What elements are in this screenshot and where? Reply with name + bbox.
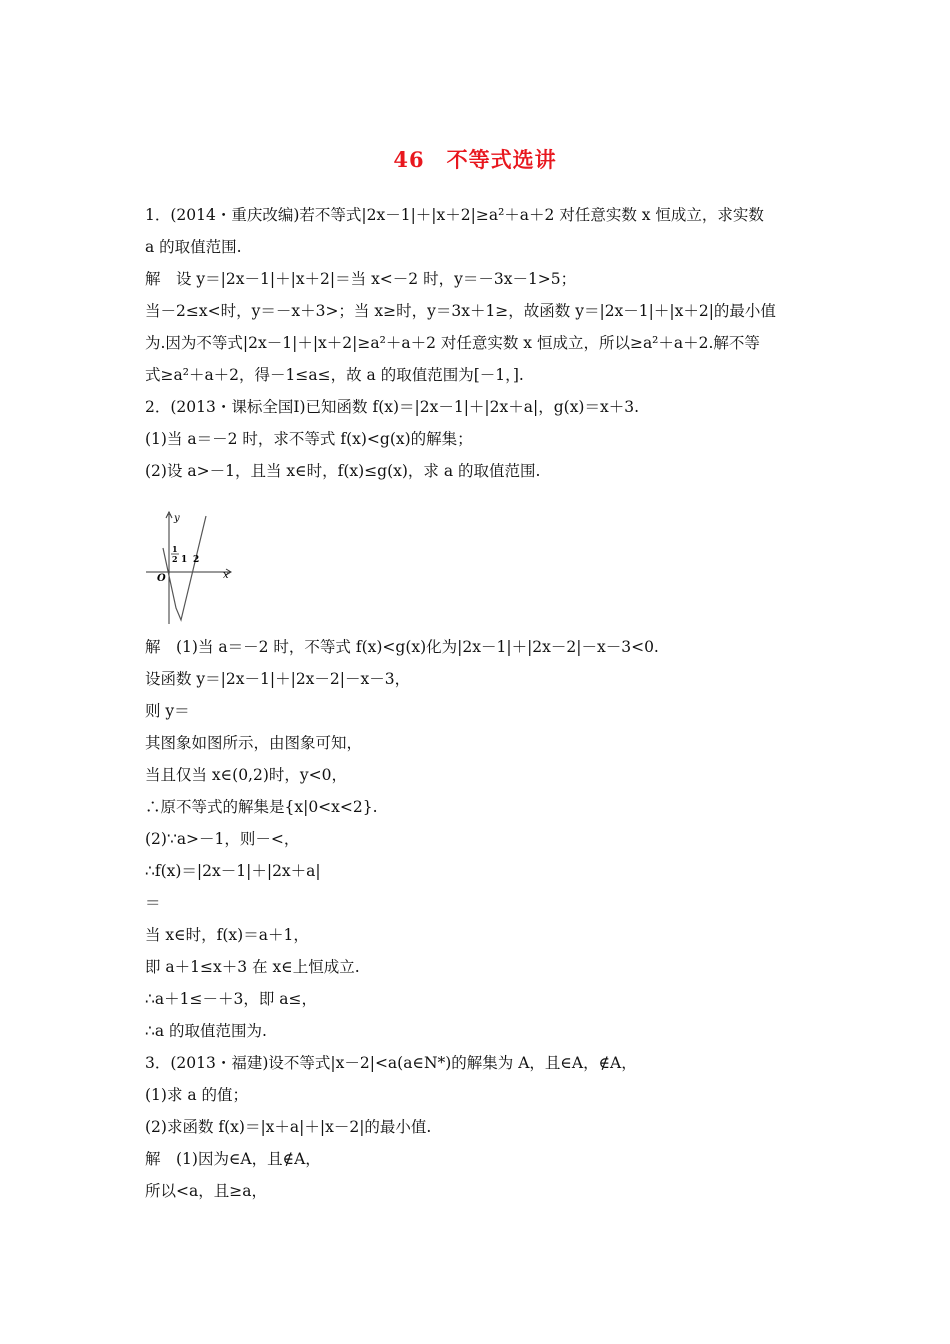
solution-2-line-10: 当 x∈时，f(x)＝a＋1， <box>145 926 309 944</box>
problem-2-part-2: (2)设 a>－1，且当 x∈时，f(x)≤g(x)，求 a 的取值范围. <box>145 462 541 480</box>
page-title: 46 不等式选讲 <box>393 147 557 172</box>
problem-3-line-1: 3．(2013・福建)设不等式|x－2|<a(a∈N*)的解集为 A，且∈A，∉A， <box>145 1054 637 1072</box>
problem-1-line-1: 1．(2014・重庆改编)若不等式|2x－1|＋|x＋2|≥a²＋a＋2 对任意实数 x 恒成立，求实数 <box>145 206 764 224</box>
origin-label: O <box>157 573 166 584</box>
function-graph-figure <box>142 508 242 626</box>
solution-2-line-2: 设函数 y＝|2x－1|＋|2x－2|－x－3， <box>145 670 411 688</box>
solution-1-line-2: 当－2≤x<时，y＝－x＋3>；当 x≥时，y＝3x＋1≥，故函数 y＝|2x－1|＋|x＋2|的最小值 <box>145 302 776 320</box>
solution-3-line-1: 解 (1)因为∈A，且∉A， <box>145 1150 321 1168</box>
solution-2-line-9: ＝ <box>145 894 161 912</box>
x-axis-label: x <box>223 570 229 581</box>
solution-2-line-7: (2)∵a>－1，则－<， <box>145 830 300 848</box>
solution-2-line-12: ∴a＋1≤－＋3，即 a≤， <box>145 990 317 1008</box>
function-graph-svg <box>142 508 242 626</box>
solution-2-line-8: ∴f(x)＝|2x－1|＋|2x＋a| <box>145 862 321 880</box>
solution-2-line-13: ∴a 的取值范围为. <box>145 1022 267 1040</box>
solution-3-line-2: 所以<a，且≥a， <box>145 1182 267 1200</box>
tick-half-numerator: 1 <box>172 544 178 554</box>
solution-2-line-1: 解 (1)当 a＝－2 时，不等式 f(x)<g(x)化为|2x－1|＋|2x－2|－x－3<0. <box>145 638 659 656</box>
problem-3-part-1: (1)求 a 的值； <box>145 1086 249 1104</box>
tick-two-label: 2 <box>193 555 200 565</box>
solution-2-line-5: 当且仅当 x∈(0,2)时，y<0， <box>145 766 347 784</box>
y-axis-label: y <box>174 513 180 524</box>
problem-2-part-1: (1)当 a＝－2 时，求不等式 f(x)<g(x)的解集； <box>145 430 473 448</box>
solution-1-line-4: 式≥a²＋a＋2，得－1≤a≤，故 a 的取值范围为[－1，]. <box>145 366 524 384</box>
solution-2-line-3: 则 y＝ <box>145 702 190 720</box>
problem-3-part-2: (2)求函数 f(x)＝|x＋a|＋|x－2|的最小值. <box>145 1118 432 1136</box>
solution-2-line-11: 即 a＋1≤x＋3 在 x∈上恒成立. <box>145 958 360 976</box>
solution-2-line-4: 其图象如图所示，由图象可知， <box>145 734 363 752</box>
solution-1-line-1: 解 设 y＝|2x－1|＋|x＋2|＝当 x<－2 时，y＝－3x－1>5； <box>145 270 577 288</box>
problem-2-line-1: 2．(2013・课标全国Ⅰ)已知函数 f(x)＝|2x－1|＋|2x＋a|，g(x)＝x＋3. <box>145 398 640 416</box>
tick-half-denominator: 2 <box>172 554 178 564</box>
solution-1-line-3: 为.因为不等式|2x－1|＋|x＋2|≥a²＋a＋2 对任意实数 x 恒成立，所以≥a²＋a＋2.解不等 <box>145 334 760 352</box>
solution-2-line-6: ∴原不等式的解集是{x|0<x<2}. <box>145 798 378 816</box>
tick-one-label: 1 <box>181 555 188 565</box>
problem-1-line-2: a 的取值范围. <box>145 238 242 256</box>
